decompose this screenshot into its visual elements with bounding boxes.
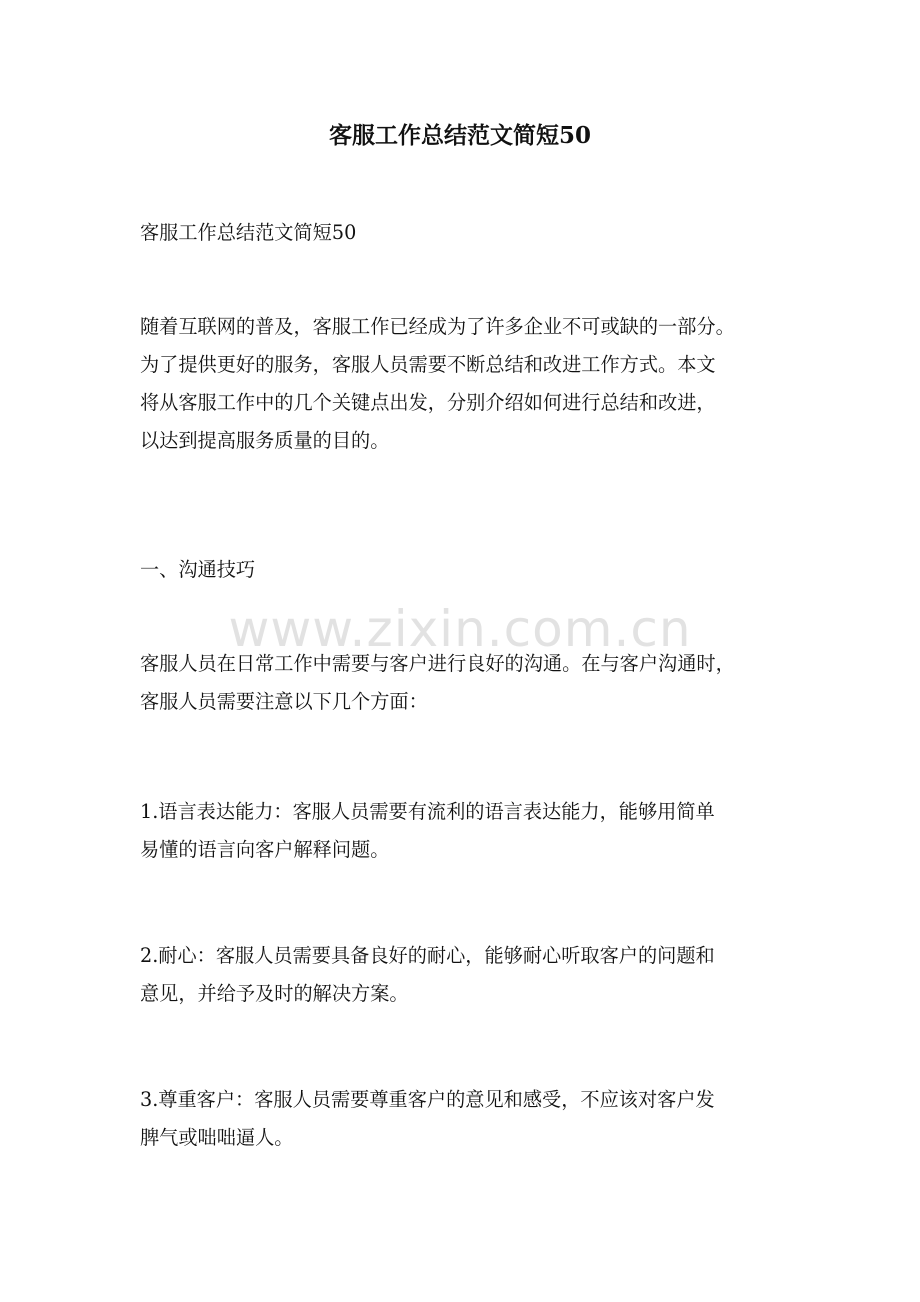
intro-line: 为了提供更好的服务，客服人员需要不断总结和改进工作方式。本文	[140, 353, 716, 376]
list-item-line: 2.耐心：客服人员需要具备良好的耐心，能够耐心听取客户的问题和	[140, 944, 715, 967]
intro-line: 以达到提高服务质量的目的。	[140, 429, 390, 452]
document-subtitle: 客服工作总结范文简短50	[140, 221, 357, 244]
intro-line: 将从客服工作中的几个关键点出发，分别介绍如何进行总结和改进，	[140, 391, 716, 414]
paragraph-line: 客服人员需要注意以下几个方面：	[140, 690, 428, 713]
watermark-text: www.zixin.com.cn	[228, 600, 692, 658]
intro-paragraph	[140, 308, 800, 460]
section-paragraph	[140, 645, 800, 721]
document-title: 客服工作总结范文简短50	[328, 122, 591, 149]
section-heading: 一、沟通技巧	[140, 558, 256, 581]
list-item-line: 易懂的语言向客户解释问题。	[140, 838, 390, 861]
list-item-line: 3.尊重客户：客服人员需要尊重客户的意见和感受，不应该对客户发	[140, 1088, 715, 1111]
list-item	[140, 937, 800, 1013]
intro-line: 随着互联网的普及，客服工作已经成为了许多企业不可或缺的一部分。	[140, 315, 735, 338]
list-item-line: 脾气或咄咄逼人。	[140, 1126, 294, 1149]
list-item	[140, 1081, 800, 1157]
list-item-line: 意见，并给予及时的解决方案。	[140, 982, 409, 1005]
paragraph-line: 客服人员在日常工作中需要与客户进行良好的沟通。在与客户沟通时，	[140, 652, 735, 675]
list-item-line: 1.语言表达能力：客服人员需要有流利的语言表达能力，能够用简单	[140, 800, 715, 823]
list-item	[140, 793, 800, 869]
